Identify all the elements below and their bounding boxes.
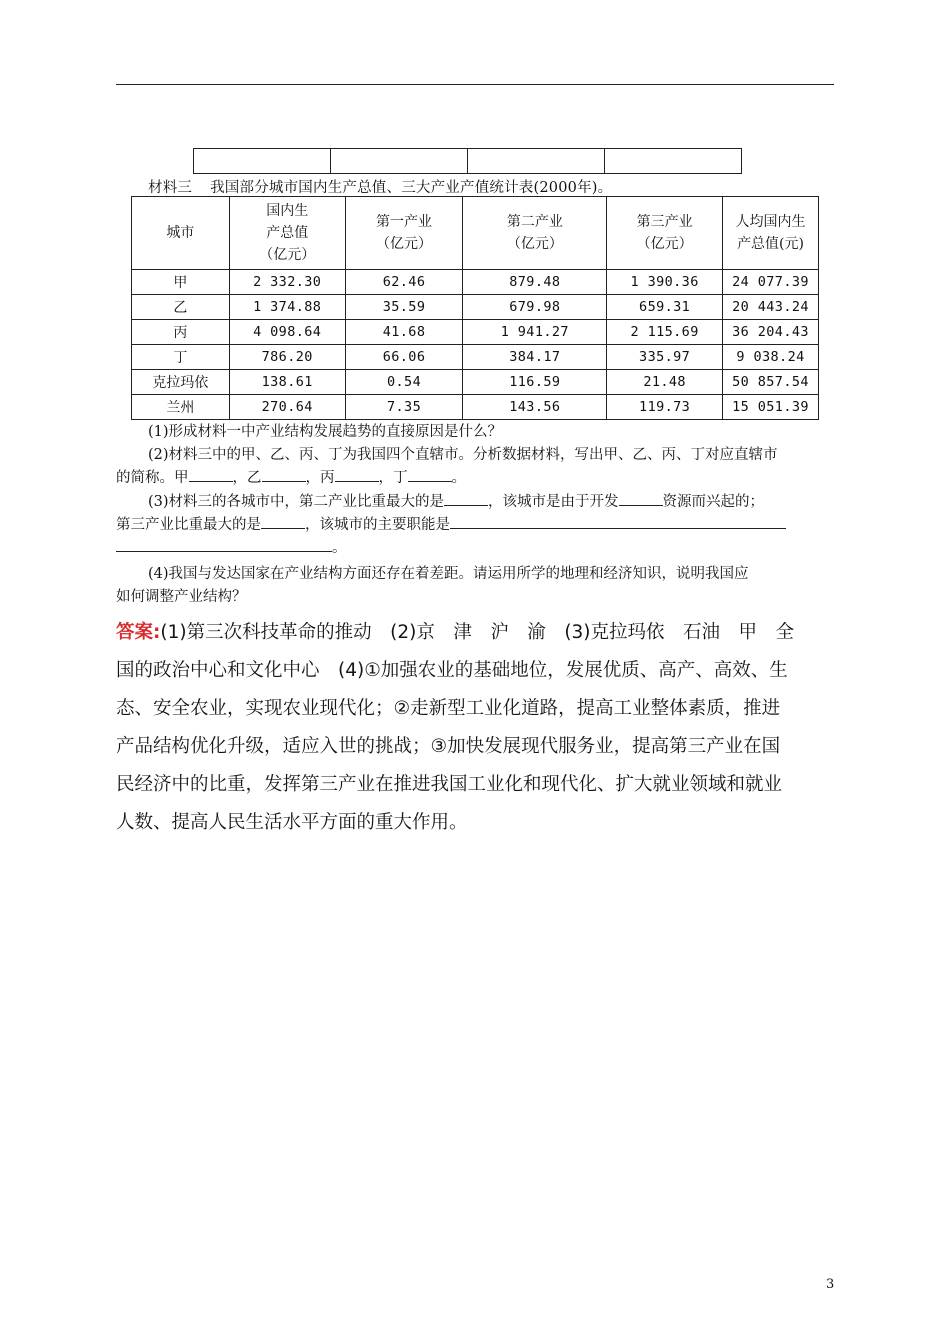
answer-label: 答案: xyxy=(116,622,161,643)
question-2-blanks xyxy=(116,467,466,490)
value-cell: 9 038.24 xyxy=(723,345,819,370)
value-cell: 1 941.27 xyxy=(463,320,607,345)
value-cell: 119.73 xyxy=(607,395,723,420)
material3-title: 我国部分城市国内生产总值、三大产业产值统计表(2000年)。 xyxy=(210,180,613,196)
value-cell: 20 443.24 xyxy=(723,295,819,320)
value-cell: 786.20 xyxy=(229,345,345,370)
value-cell: 7.35 xyxy=(345,395,463,420)
page-number: 3 xyxy=(826,1277,835,1292)
table-header-row xyxy=(132,197,819,270)
answer-blank-function-1[interactable] xyxy=(450,514,786,529)
table-row xyxy=(132,345,819,370)
question-2: (2)材料三中的甲、乙、丙、丁为我国四个直辖市。分析数据材料，写出甲、乙、丙、丁对应直辖市 xyxy=(148,447,778,463)
answer-blank-tertiary-max[interactable] xyxy=(261,514,305,529)
material3-label: 材料三 xyxy=(148,180,193,196)
answer-block xyxy=(116,614,796,842)
table-row xyxy=(132,295,819,320)
answer-blank-ding[interactable] xyxy=(408,467,452,482)
answer-blank-jia[interactable] xyxy=(189,467,233,482)
city-name-cell: 乙 xyxy=(132,295,230,320)
answer-blank-function-2[interactable] xyxy=(116,537,332,552)
value-cell: 2 332.30 xyxy=(229,270,345,295)
value-cell: 138.61 xyxy=(229,370,345,395)
value-cell: 2 115.69 xyxy=(607,320,723,345)
question-4-line2: 如何调整产业结构？ xyxy=(116,589,247,605)
city-gdp-table xyxy=(131,196,819,420)
value-cell: 24 077.39 xyxy=(723,270,819,295)
value-cell: 679.98 xyxy=(463,295,607,320)
table-row xyxy=(132,395,819,420)
header-rule xyxy=(116,84,834,85)
value-cell: 4 098.64 xyxy=(229,320,345,345)
column-header: 国内生 产总值 （亿元） xyxy=(229,197,345,270)
value-cell: 384.17 xyxy=(463,345,607,370)
column-header: 第一产业 （亿元） xyxy=(345,197,463,270)
q2-prefix: 的简称。甲 xyxy=(116,470,189,486)
column-header: 第二产业 （亿元） xyxy=(463,197,607,270)
value-cell: 659.31 xyxy=(607,295,723,320)
value-cell: 1 390.36 xyxy=(607,270,723,295)
value-cell: 62.46 xyxy=(345,270,463,295)
value-cell: 270.64 xyxy=(229,395,345,420)
table-body xyxy=(132,270,819,420)
table-row xyxy=(132,270,819,295)
question-3 xyxy=(148,491,764,514)
value-cell: 143.56 xyxy=(463,395,607,420)
q2-bing: ，丙 xyxy=(305,470,335,486)
value-cell: 36 204.43 xyxy=(723,320,819,345)
value-cell: 116.59 xyxy=(463,370,607,395)
value-cell: 15 051.39 xyxy=(723,395,819,420)
question-3-line2 xyxy=(116,514,786,537)
q2-end: 。 xyxy=(451,470,466,486)
q3-mid: ，该城市是由于开发 xyxy=(488,494,619,510)
table-row xyxy=(132,370,819,395)
value-cell: 0.54 xyxy=(345,370,463,395)
value-cell: 50 857.54 xyxy=(723,370,819,395)
material3-caption xyxy=(148,176,612,197)
answer-text: (1)第三次科技革命的推动 (2)京 津 沪 渝 (3)克拉玛依 石油 甲 全国的政治中心和文化中心 (4)①加强农业的基础地位，发展优质、高产、高效、生态、安全农业，实现农业现代化；②走新型工业化道路，提高工业整体素质，推进产品结构优化升级，适应入世的挑战；③加快发展现代服务业，提高第三产业在国民经济中的比重，发挥第三产业在推进我国工业化和现代化、扩大就业领域和就业人数、提高人民生活水平方面的重大作用。 xyxy=(116,622,795,833)
question-4: (4)我国与发达国家在产业结构方面还存在着差距。请运用所学的地理和经济知识，说明我国应 xyxy=(148,566,749,582)
q3-line2-prefix: 第三产业比重最大的是 xyxy=(116,517,261,533)
question-1: (1)形成材料一中产业结构发展趋势的直接原因是什么？ xyxy=(148,424,503,440)
value-cell: 879.48 xyxy=(463,270,607,295)
city-name-cell: 兰州 xyxy=(132,395,230,420)
value-cell: 335.97 xyxy=(607,345,723,370)
city-name-cell: 丁 xyxy=(132,345,230,370)
previous-table-bottom-row xyxy=(193,148,742,174)
city-name-cell: 甲 xyxy=(132,270,230,295)
column-header: 人均国内生 产总值(元) xyxy=(723,197,819,270)
answer-blank-resource[interactable] xyxy=(619,491,663,506)
q3-suffix: 资源而兴起的； xyxy=(662,494,765,510)
city-name-cell: 克拉玛依 xyxy=(132,370,230,395)
value-cell: 66.06 xyxy=(345,345,463,370)
value-cell: 41.68 xyxy=(345,320,463,345)
question-3-line3 xyxy=(116,537,347,560)
answer-blank-secondary-max[interactable] xyxy=(444,491,488,506)
value-cell: 1 374.88 xyxy=(229,295,345,320)
q2-ding: ，丁 xyxy=(378,470,408,486)
value-cell: 35.59 xyxy=(345,295,463,320)
column-header: 第三产业 （亿元） xyxy=(607,197,723,270)
answer-blank-yi[interactable] xyxy=(262,467,306,482)
q3-line2-mid: ，该城市的主要职能是 xyxy=(305,517,450,533)
q3-prefix: (3)材料三的各城市中，第二产业比重最大的是 xyxy=(148,494,445,510)
q2-yi: ，乙 xyxy=(232,470,262,486)
column-header: 城市 xyxy=(132,197,230,270)
table-row xyxy=(132,320,819,345)
city-name-cell: 丙 xyxy=(132,320,230,345)
q3-end: 。 xyxy=(332,540,347,556)
value-cell: 21.48 xyxy=(607,370,723,395)
answer-blank-bing[interactable] xyxy=(335,467,379,482)
